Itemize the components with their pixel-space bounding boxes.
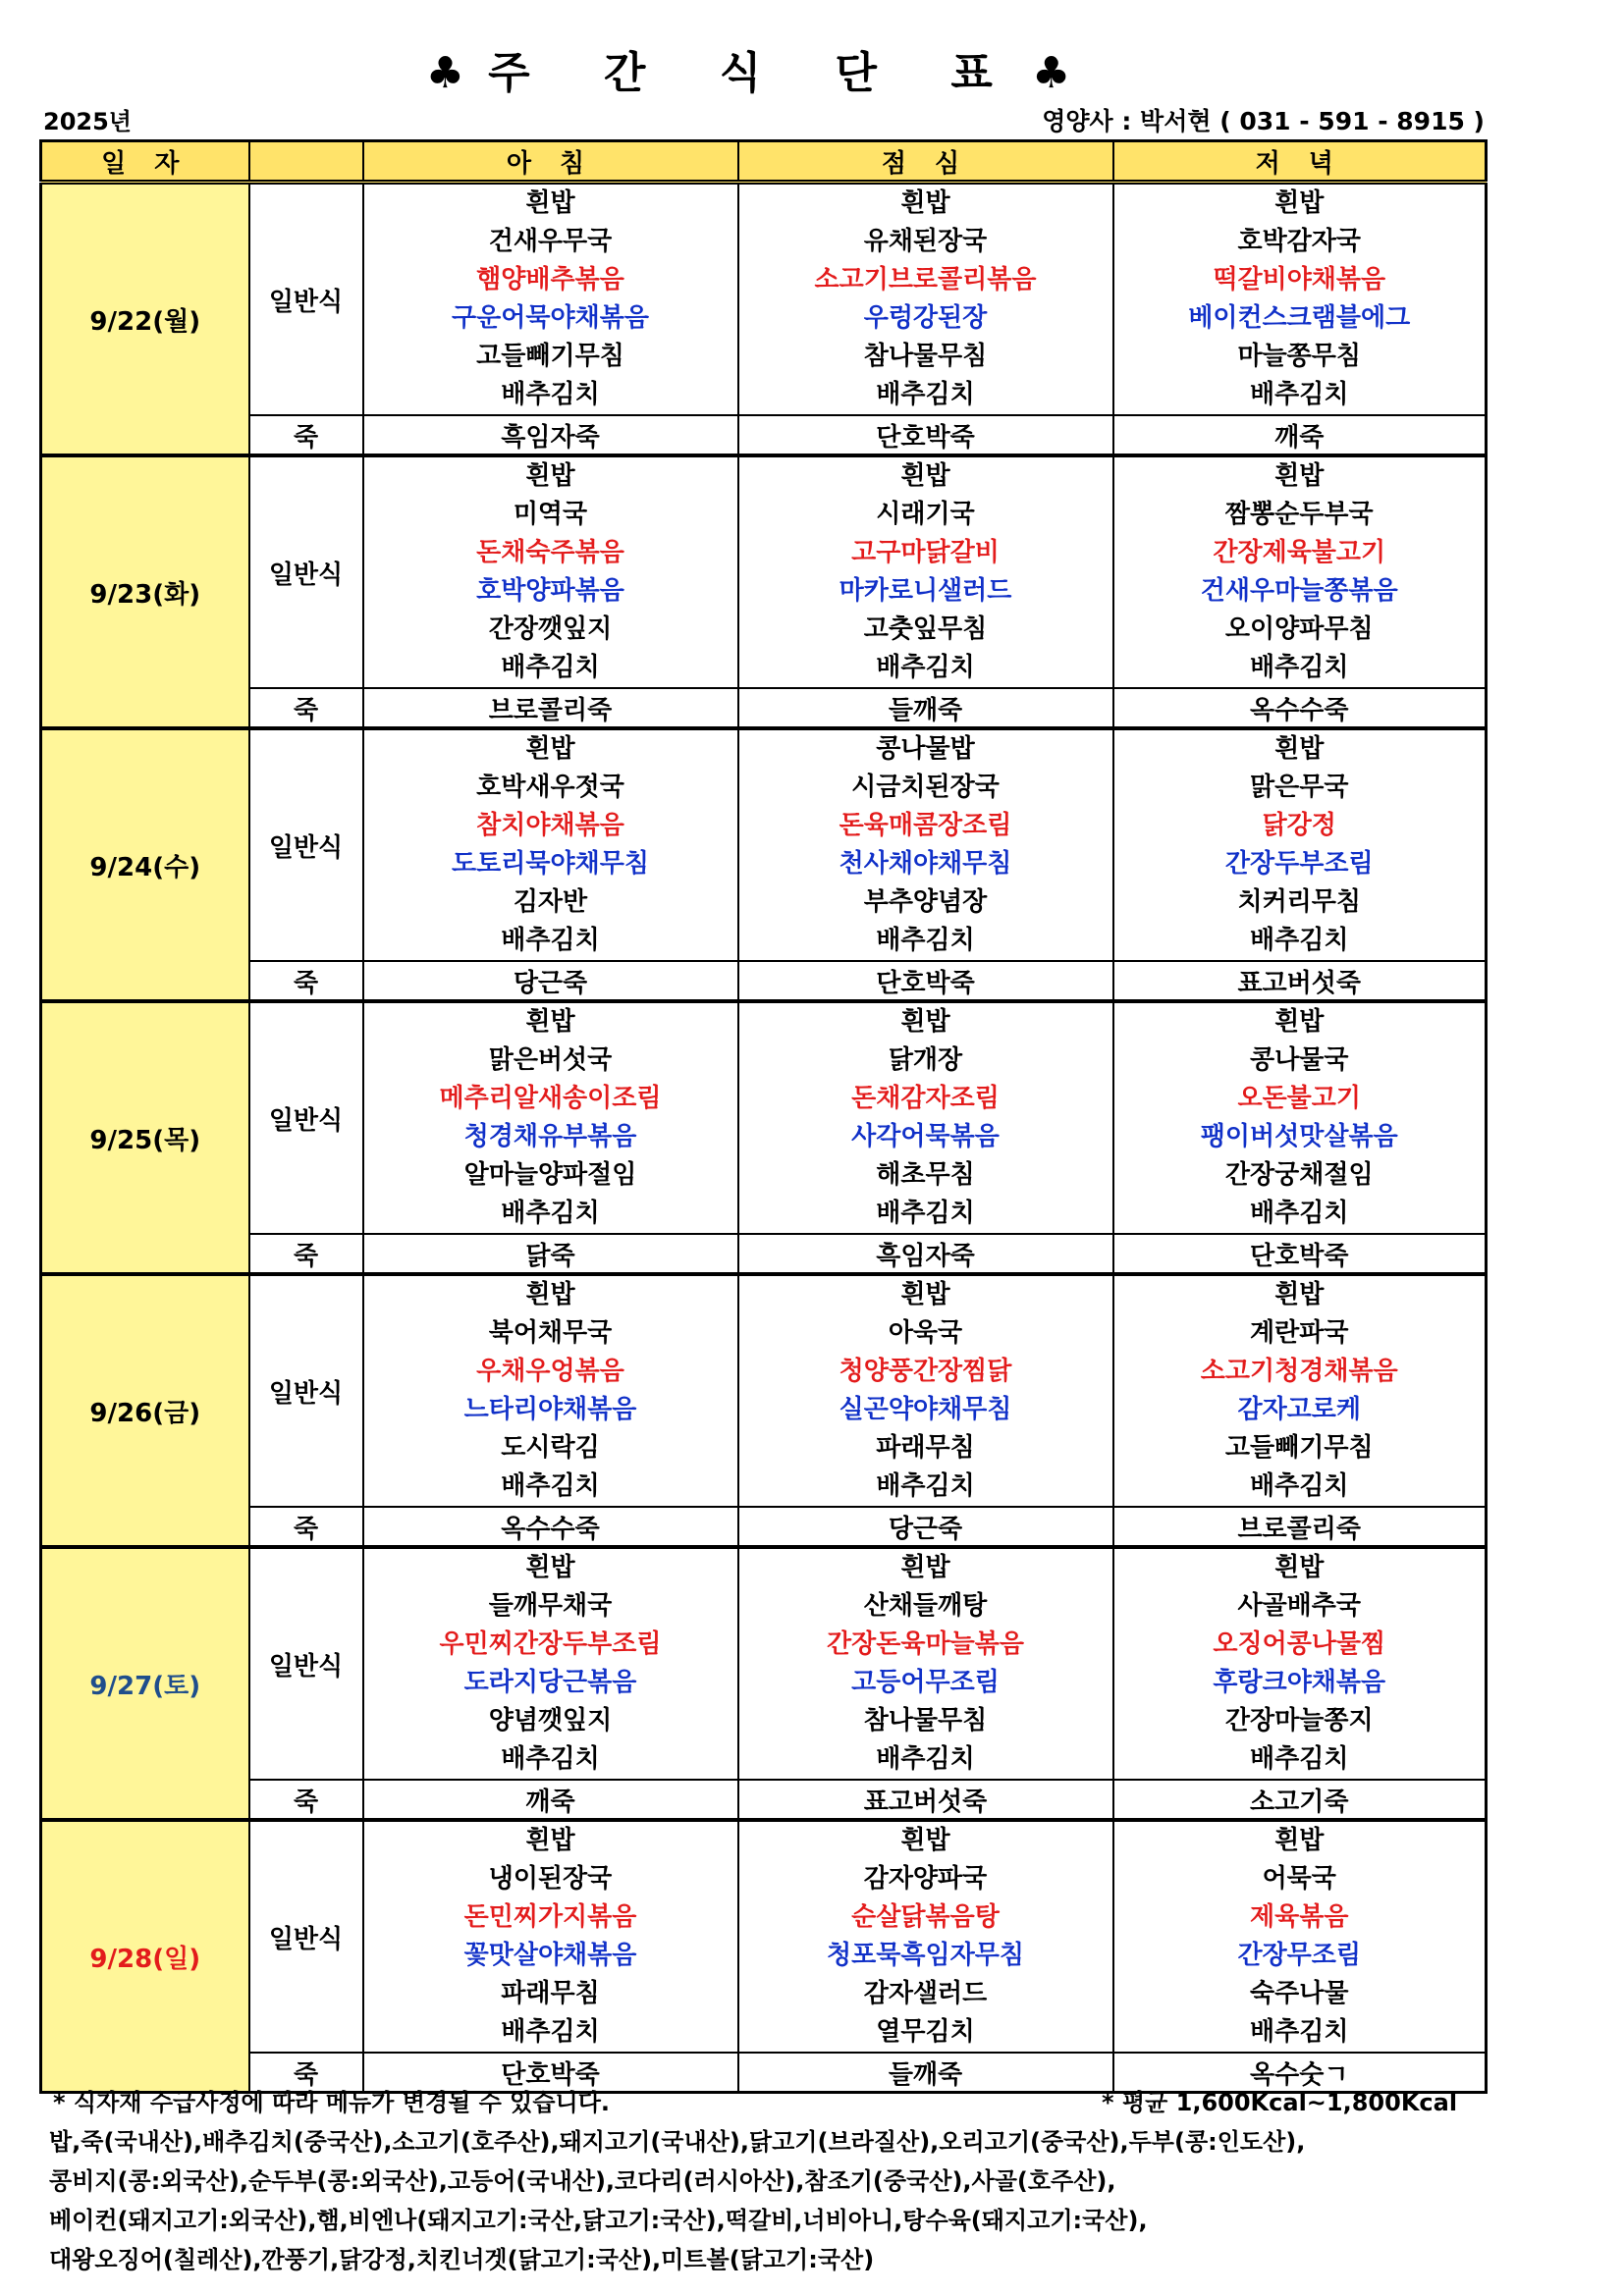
meal-type-juk: 죽 — [249, 1507, 363, 1547]
meal-type-general: 일반식 — [249, 1274, 363, 1507]
day-date: 9/26(금) — [41, 1274, 249, 1547]
day-date: 9/22(월) — [41, 183, 249, 456]
breakfast-cell — [363, 1820, 738, 2053]
menu-item: 우민찌간장두부조림 — [439, 1629, 662, 1659]
day-row — [41, 1820, 1487, 2053]
breakfast-cell — [363, 455, 738, 688]
juk-item: 흑임자죽 — [738, 1234, 1113, 1274]
juk-item: 단호박죽 — [1113, 1234, 1487, 1274]
header-lunch: 점 심 — [738, 141, 1113, 183]
menu-item: 콩나물국 — [1250, 1045, 1349, 1075]
menu-item: 건새우마늘쫑볶음 — [1200, 576, 1398, 606]
menu-item: 배추김치 — [876, 1471, 975, 1501]
menu-item: 북어채무국 — [488, 1318, 613, 1348]
menu-item: 흰밥 — [525, 1553, 575, 1582]
juk-item: 들깨죽 — [738, 2053, 1113, 2093]
juk-item: 들깨죽 — [738, 688, 1113, 728]
menu-item: 오이양파무침 — [1224, 614, 1374, 644]
menu-item: 맑은무국 — [1250, 773, 1349, 802]
meal-type-general: 일반식 — [249, 183, 363, 416]
menu-item: 배추김치 — [501, 1744, 600, 1774]
menu-item: 들깨무채국 — [488, 1591, 613, 1621]
menu-item: 고구마닭갈비 — [851, 538, 1000, 567]
menu-item: 고들빼기무침 — [476, 342, 624, 371]
menu-item: 흰밥 — [525, 1007, 575, 1037]
juk-item: 당근죽 — [363, 961, 738, 1001]
juk-item: 브로콜리죽 — [363, 688, 738, 728]
menu-item: 호박새우젓국 — [476, 773, 624, 802]
menu-item: 도토리묵야채무침 — [452, 849, 649, 879]
club-icon-left: ♣ — [425, 48, 471, 98]
menu-item: 실곤약야채무침 — [839, 1395, 1012, 1424]
menu-item: 마늘쫑무침 — [1237, 342, 1362, 371]
meal-type-general: 일반식 — [249, 1820, 363, 2053]
menu-item: 간장두부조림 — [1224, 849, 1374, 879]
menu-item: 김자반 — [513, 887, 588, 917]
menu-item: 치커리무침 — [1237, 887, 1362, 917]
menu-item: 배추김치 — [501, 1471, 600, 1501]
juk-row — [41, 688, 1487, 728]
menu-item: 유채된장국 — [863, 227, 988, 256]
menu-item: 양념깻잎지 — [488, 1706, 613, 1735]
menu-item: 꽃맛살야채볶음 — [463, 1941, 637, 1970]
meal-type-juk: 죽 — [249, 1234, 363, 1274]
juk-item: 옥수숫ㄱ — [1113, 2053, 1487, 2093]
menu-item: 시래기국 — [876, 500, 975, 529]
origin-line: 밥,죽(국내산),배추김치(중국산),소고기(호주산),돼지고기(국내산),닭고기(브라질산),오리고기(중국산),두부(콩:인도산), — [49, 2128, 1306, 2156]
dinner-cell — [1113, 183, 1487, 416]
menu-item: 해초무침 — [876, 1160, 975, 1190]
menu-item: 간장마늘쫑지 — [1224, 1706, 1374, 1735]
lunch-cell — [738, 455, 1113, 688]
menu-change-notice: * 식자재 수급사정에 따라 메뉴가 변경될 수 있습니다. — [53, 2089, 611, 2116]
juk-item: 소고기죽 — [1113, 1780, 1487, 1820]
breakfast-cell — [363, 1001, 738, 1234]
menu-item: 느타리야채볶음 — [463, 1395, 637, 1424]
menu-item: 우렁강된장 — [863, 303, 988, 333]
menu-item: 사골배추국 — [1237, 1591, 1362, 1621]
menu-item: 참나물무침 — [863, 342, 988, 371]
menu-item: 파래무침 — [876, 1433, 975, 1463]
lunch-cell — [738, 1820, 1113, 2053]
menu-item: 배추김치 — [501, 1199, 600, 1228]
menu-item: 후랑크야채볶음 — [1213, 1668, 1386, 1697]
menu-item: 흰밥 — [900, 188, 950, 218]
page-title — [0, 37, 1502, 100]
menu-item: 흰밥 — [900, 461, 950, 491]
menu-item: 배추김치 — [1250, 1199, 1349, 1228]
club-icon-right: ♣ — [1031, 48, 1077, 98]
dinner-cell — [1113, 455, 1487, 688]
day-row — [41, 455, 1487, 688]
menu-item: 도라지당근볶음 — [463, 1668, 637, 1697]
menu-item: 닭개장 — [888, 1045, 963, 1075]
menu-item: 미역국 — [513, 500, 588, 529]
origin-line: 대왕오징어(칠레산),깐풍기,닭강정,치킨너겟(닭고기:국산),미트볼(닭고기:국산) — [49, 2246, 875, 2273]
lunch-cell — [738, 1274, 1113, 1507]
menu-item: 흰밥 — [525, 188, 575, 218]
menu-item: 배추김치 — [1250, 1471, 1349, 1501]
meal-type-general: 일반식 — [249, 1001, 363, 1234]
menu-item: 메추리알새송이조림 — [439, 1084, 662, 1113]
juk-item: 브로콜리죽 — [1113, 1507, 1487, 1547]
menu-item: 흰밥 — [1274, 1280, 1325, 1309]
menu-item: 맑은버섯국 — [488, 1045, 613, 1075]
juk-item: 단호박죽 — [363, 2053, 738, 2093]
menu-item: 배추김치 — [501, 926, 600, 955]
meal-type-general: 일반식 — [249, 728, 363, 961]
menu-item: 배추김치 — [1250, 926, 1349, 955]
menu-item: 냉이된장국 — [488, 1864, 613, 1894]
juk-item: 흑임자죽 — [363, 415, 738, 455]
juk-row — [41, 961, 1487, 1001]
menu-item: 참나물무침 — [863, 1706, 988, 1735]
lunch-cell — [738, 183, 1113, 416]
menu-item: 간장궁채절임 — [1224, 1160, 1374, 1190]
menu-item: 흰밥 — [525, 734, 575, 764]
juk-item: 단호박죽 — [738, 415, 1113, 455]
menu-item: 고등어무조림 — [851, 1668, 1000, 1697]
menu-item: 팽이버섯맛살볶음 — [1200, 1122, 1398, 1151]
menu-item: 부추양념장 — [863, 887, 988, 917]
menu-item: 호박감자국 — [1237, 227, 1362, 256]
menu-item: 흰밥 — [900, 1826, 950, 1855]
dinner-cell — [1113, 1001, 1487, 1234]
menu-item: 소고기청경채볶음 — [1200, 1357, 1398, 1386]
menu-item: 돈채감자조림 — [851, 1084, 1000, 1113]
dinner-cell — [1113, 1547, 1487, 1780]
dinner-cell — [1113, 1274, 1487, 1507]
menu-item: 돈민찌가지볶음 — [463, 1902, 637, 1932]
menu-item: 배추김치 — [1250, 380, 1349, 409]
juk-item: 깨죽 — [363, 1780, 738, 1820]
header-breakfast: 아 침 — [363, 141, 738, 183]
menu-item: 우채우엉볶음 — [476, 1357, 624, 1386]
menu-item: 간장무조림 — [1237, 1941, 1362, 1970]
menu-item: 흰밥 — [1274, 188, 1325, 218]
lunch-cell — [738, 1547, 1113, 1780]
menu-item: 떡갈비야채볶음 — [1213, 265, 1386, 294]
menu-item: 흰밥 — [1274, 1826, 1325, 1855]
lunch-cell — [738, 1001, 1113, 1234]
menu-item: 구운어묵야채볶음 — [452, 303, 649, 333]
menu-item: 배추김치 — [501, 653, 600, 682]
menu-item: 돈채숙주볶음 — [476, 538, 624, 567]
meal-type-juk: 죽 — [249, 415, 363, 455]
menu-item: 콩나물밥 — [876, 734, 975, 764]
menu-item: 청경채유부볶음 — [463, 1122, 637, 1151]
menu-item: 배추김치 — [876, 1744, 975, 1774]
menu-item: 아욱국 — [888, 1318, 963, 1348]
juk-row — [41, 1234, 1487, 1274]
header-type — [249, 141, 363, 183]
menu-item: 오돈불고기 — [1237, 1084, 1362, 1113]
menu-item: 베이컨스크램블에그 — [1188, 303, 1411, 333]
menu-item: 감자고로케 — [1237, 1395, 1362, 1424]
origin-line: 콩비지(콩:외국산),순두부(콩:외국산),고등어(국내산),코다리(러시아산),참조기(중국산),사골(호주산), — [49, 2167, 1116, 2195]
dinner-cell — [1113, 728, 1487, 961]
weekly-menu-table — [39, 139, 1488, 2094]
menu-item: 고춧잎무침 — [863, 614, 988, 644]
menu-item: 도시락김 — [501, 1433, 600, 1463]
juk-item: 옥수수죽 — [1113, 688, 1487, 728]
menu-item: 배추김치 — [1250, 653, 1349, 682]
day-row — [41, 1547, 1487, 1780]
menu-item: 흰밥 — [1274, 1007, 1325, 1037]
calorie-note: * 평균 1,600Kcal~1,800Kcal — [1102, 2089, 1458, 2116]
menu-item: 흰밥 — [525, 1280, 575, 1309]
menu-item: 오징어콩나물찜 — [1213, 1629, 1386, 1659]
menu-item: 감자양파국 — [863, 1864, 988, 1894]
menu-item: 소고기브로콜리볶음 — [814, 265, 1037, 294]
menu-item: 순살닭볶음탕 — [851, 1902, 1000, 1932]
lunch-cell — [738, 728, 1113, 961]
meal-type-juk: 죽 — [249, 1780, 363, 1820]
menu-item: 알마늘양파절임 — [463, 1160, 637, 1190]
footer-notes — [43, 2083, 1487, 2279]
header-date: 일 자 — [41, 141, 249, 183]
juk-row — [41, 415, 1487, 455]
day-date: 9/24(수) — [41, 728, 249, 1001]
menu-item: 흰밥 — [525, 461, 575, 491]
menu-item: 배추김치 — [501, 380, 600, 409]
breakfast-cell — [363, 728, 738, 961]
menu-item: 산채들깨탕 — [863, 1591, 988, 1621]
menu-item: 햄양배추볶음 — [476, 265, 624, 294]
meal-type-juk: 죽 — [249, 2053, 363, 2093]
menu-item: 시금치된장국 — [851, 773, 1000, 802]
menu-item: 간장깻잎지 — [488, 614, 613, 644]
juk-item: 표고버섯죽 — [738, 1780, 1113, 1820]
menu-item: 계란파국 — [1250, 1318, 1349, 1348]
day-row — [41, 1001, 1487, 1234]
menu-item: 흰밥 — [1274, 734, 1325, 764]
menu-item: 어묵국 — [1262, 1864, 1336, 1894]
day-date: 9/27(토) — [41, 1547, 249, 1820]
title-text: 주 간 식 단 표 — [488, 48, 1022, 98]
menu-item: 배추김치 — [876, 1199, 975, 1228]
menu-item: 열무김치 — [876, 2017, 975, 2047]
menu-item: 흰밥 — [900, 1553, 950, 1582]
menu-item: 배추김치 — [1250, 1744, 1349, 1774]
menu-item: 배추김치 — [501, 2017, 600, 2047]
header-row — [41, 141, 1487, 183]
menu-item: 흰밥 — [1274, 461, 1325, 491]
breakfast-cell — [363, 1274, 738, 1507]
menu-item: 흰밥 — [900, 1280, 950, 1309]
meal-type-general: 일반식 — [249, 1547, 363, 1780]
juk-item: 표고버섯죽 — [1113, 961, 1487, 1001]
meal-type-general: 일반식 — [249, 455, 363, 688]
dinner-cell — [1113, 1820, 1487, 2053]
menu-item: 배추김치 — [1250, 2017, 1349, 2047]
menu-item: 짬뽕순두부국 — [1224, 500, 1374, 529]
header-dinner: 저 녁 — [1113, 141, 1487, 183]
day-date: 9/25(목) — [41, 1001, 249, 1274]
breakfast-cell — [363, 183, 738, 416]
menu-item: 건새우무국 — [488, 227, 613, 256]
menu-item: 제육볶음 — [1250, 1902, 1349, 1932]
day-date: 9/28(일) — [41, 1820, 249, 2093]
menu-body — [41, 183, 1487, 2093]
day-row — [41, 183, 1487, 416]
juk-item: 단호박죽 — [738, 961, 1113, 1001]
day-row — [41, 728, 1487, 961]
day-date: 9/23(화) — [41, 455, 249, 728]
menu-item: 흰밥 — [900, 1007, 950, 1037]
menu-item: 숙주나물 — [1250, 1979, 1349, 2008]
juk-item: 당근죽 — [738, 1507, 1113, 1547]
menu-item: 마카로니샐러드 — [839, 576, 1012, 606]
menu-item: 간장제육불고기 — [1213, 538, 1386, 567]
origin-line: 베이컨(돼지고기:외국산),햄,비엔나(돼지고기:국산,닭고기:국산),떡갈비,너비아니,탕수육(돼지고기:국산), — [49, 2207, 1148, 2234]
menu-item: 청양풍간장찜닭 — [839, 1357, 1012, 1386]
menu-item: 참치야채볶음 — [476, 811, 624, 840]
juk-row — [41, 1507, 1487, 1547]
menu-item: 흰밥 — [1274, 1553, 1325, 1582]
juk-item: 깨죽 — [1113, 415, 1487, 455]
menu-item: 배추김치 — [876, 926, 975, 955]
juk-item: 옥수수죽 — [363, 1507, 738, 1547]
menu-item: 파래무침 — [501, 1979, 600, 2008]
menu-item: 청포묵흑임자무침 — [827, 1941, 1024, 1970]
year-label: 2025년 — [43, 108, 132, 135]
day-row — [41, 1274, 1487, 1507]
juk-row — [41, 1780, 1487, 1820]
breakfast-cell — [363, 1547, 738, 1780]
menu-item: 배추김치 — [876, 380, 975, 409]
menu-item: 사각어묵볶음 — [851, 1122, 1000, 1151]
menu-item: 호박양파볶음 — [476, 576, 624, 606]
menu-item: 천사채야채무침 — [839, 849, 1012, 879]
menu-item: 닭강정 — [1262, 811, 1336, 840]
dietitian-contact: 영양사 : 박서현 ( 031 - 591 - 8915 ) — [1042, 107, 1485, 135]
meal-type-juk: 죽 — [249, 688, 363, 728]
menu-item: 감자샐러드 — [863, 1979, 988, 2008]
meal-type-juk: 죽 — [249, 961, 363, 1001]
menu-item: 배추김치 — [876, 653, 975, 682]
menu-item: 흰밥 — [525, 1826, 575, 1855]
menu-item: 돈육매콤장조림 — [839, 811, 1012, 840]
menu-item: 간장돈육마늘볶음 — [827, 1629, 1024, 1659]
juk-item: 닭죽 — [363, 1234, 738, 1274]
menu-item: 고들빼기무침 — [1224, 1433, 1374, 1463]
